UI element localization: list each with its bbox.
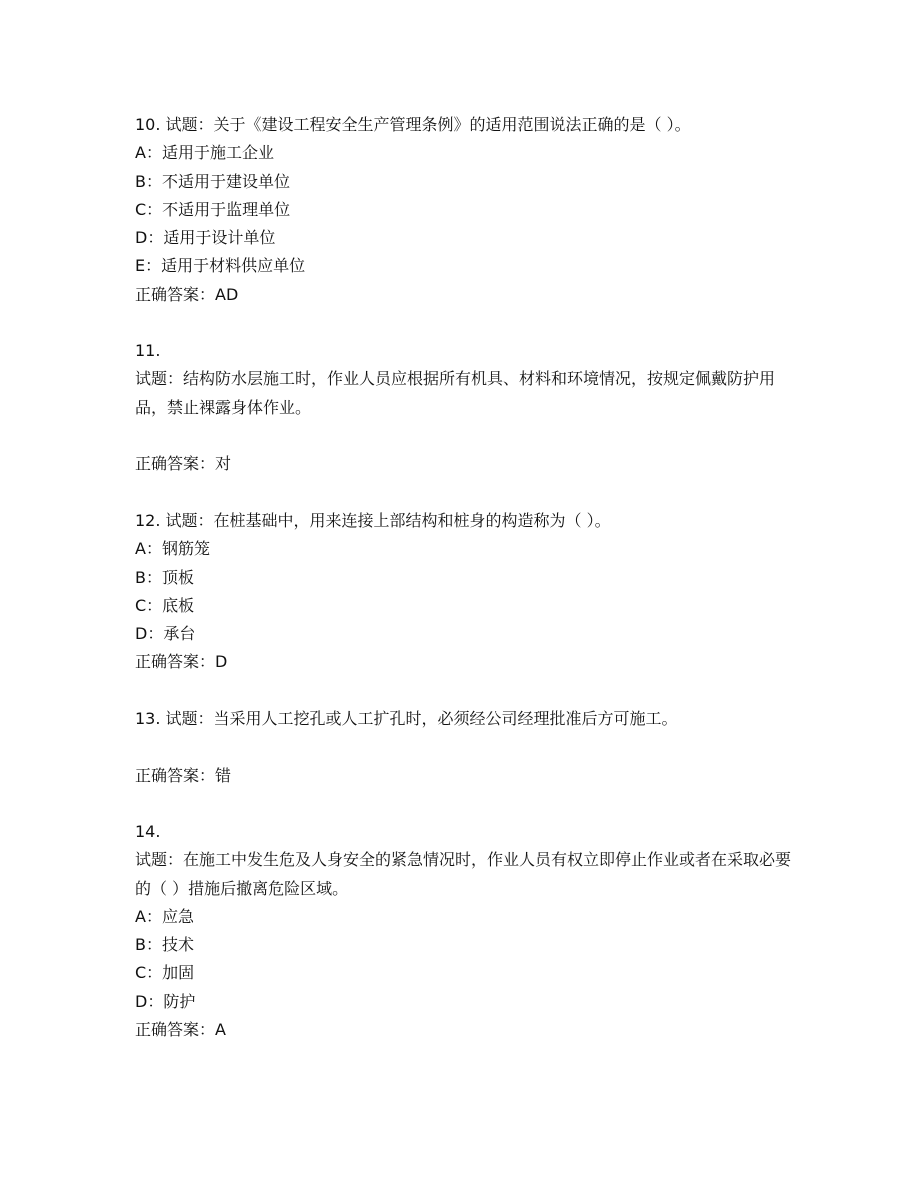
question-stem: 试题：关于《建设工程安全生产管理条例》的适用范围说法正确的是（ ）。 — [165, 115, 691, 134]
option-b: B：顶板 — [135, 567, 194, 587]
correct-answer: 正确答案：D — [135, 652, 228, 672]
option-a: A：应急 — [135, 906, 194, 926]
question-stem: 试题：当采用人工挖孔或人工扩孔时，必须经公司经理批准后方可施工。 — [165, 709, 678, 728]
option-c: C：底板 — [135, 595, 195, 615]
question-11 — [135, 337, 795, 478]
question-12-heading — [135, 507, 795, 535]
option-b: B：技术 — [135, 935, 194, 955]
question-number: 13. — [135, 709, 161, 728]
question-number: 14. — [135, 822, 161, 841]
option-c: C：不适用于监理单位 — [135, 199, 291, 219]
option-a: A：适用于施工企业 — [135, 143, 274, 163]
option-c: C：加固 — [135, 963, 195, 983]
question-stem: 试题：在施工中发生危及人身安全的紧急情况时，作业人员有权立即停止作业或者在采取必要的（ ）措施后撤离危险区域。 — [135, 850, 792, 898]
option-d: D：防护 — [135, 991, 196, 1011]
option-d: D：适用于设计单位 — [135, 228, 276, 248]
question-stem: 试题：结构防水层施工时，作业人员应根据所有机具、材料和环境情况，按规定佩戴防护用品，禁止裸露身体作业。 — [135, 369, 776, 417]
question-13 — [135, 705, 795, 790]
blank-line — [135, 422, 795, 450]
question-number: 12. — [135, 511, 161, 530]
option-a: A：钢筋笼 — [135, 539, 210, 559]
correct-answer: 正确答案：错 — [135, 765, 232, 785]
question-number: 11. — [135, 341, 161, 360]
question-13-heading — [135, 705, 795, 733]
correct-answer: 正确答案：A — [135, 1020, 226, 1040]
option-b: B：不适用于建设单位 — [135, 171, 290, 191]
correct-answer: 正确答案：对 — [135, 454, 232, 474]
blank-line — [135, 733, 795, 761]
question-10 — [135, 111, 795, 309]
question-12 — [135, 507, 795, 677]
option-d: D：承台 — [135, 624, 196, 644]
question-stem: 试题：在桩基础中，用来连接上部结构和桩身的构造称为（ ）。 — [165, 511, 611, 530]
question-10-heading — [135, 111, 795, 139]
option-e: E：适用于材料供应单位 — [135, 256, 306, 276]
question-14 — [135, 818, 795, 1044]
correct-answer: 正确答案：AD — [135, 284, 239, 304]
question-number: 10. — [135, 115, 161, 134]
